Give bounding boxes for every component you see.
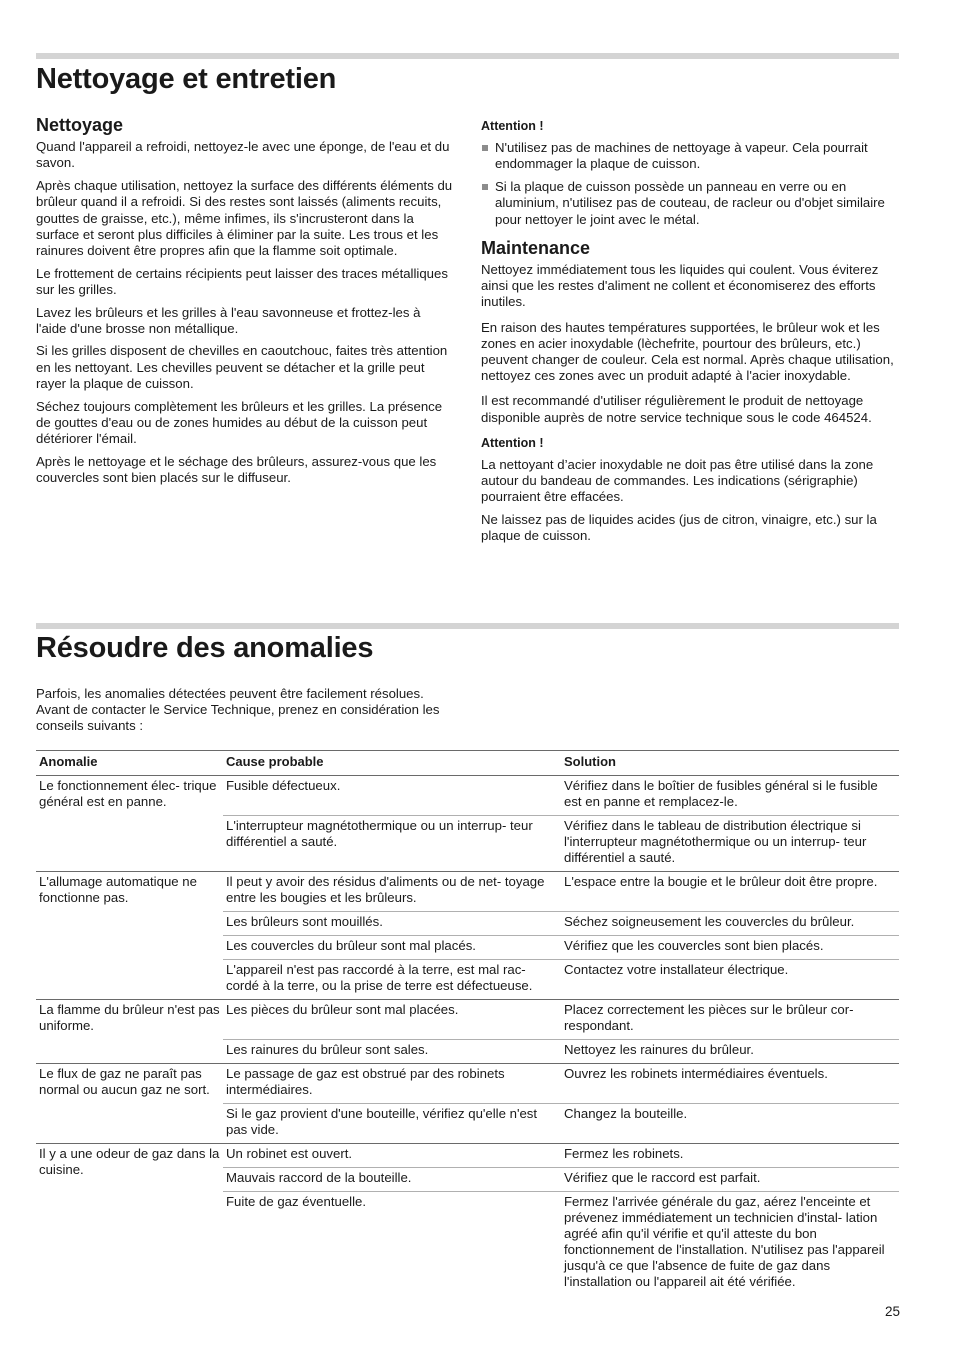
- cause-cell: L'appareil n'est pas raccordé à la terre, est mal rac- cordé à la terre, ou la prise de terre est défectueuse.: [223, 960, 561, 1000]
- solution-cell: Fermez les robinets.: [561, 1144, 899, 1168]
- page-number: 25: [884, 1304, 900, 1319]
- list-item: Si la plaque de cuisson possède un panneau en verre ou en aluminium, n'utilisez pas de couteau, de racleur ou d'objet similaire pour nettoyer le joint avec le métal.: [481, 179, 899, 228]
- cause-cell: Un robinet est ouvert.: [223, 1144, 561, 1168]
- paragraph: Après chaque utilisation, nettoyez la surface des différents éléments du brûleur quand il a refroidi. Si des restes sont laissés (aliments recuits, gouttes de graisse, etc.), même infimes, ils s'incrusteront dans la surface et seront plus difficiles à éliminer par la suite. Les trous et les rainures doivent être propres afin que la flamme soit optimale.: [36, 178, 453, 258]
- solution-cell: Vérifiez que le raccord est parfait.: [561, 1168, 899, 1192]
- paragraph: Lavez les brûleurs et les grilles à l'eau savonneuse et frottez-les à l'aide d'une brosse non métallique.: [36, 304, 421, 336]
- paragraph: Ne laissez pas de liquides acides (jus de citron, vinaigre, etc.) sur la plaque de cuisson.: [481, 512, 877, 544]
- solution-cell: Ouvrez les robinets intermédiaires éventuels.: [561, 1064, 899, 1104]
- solution-cell: Séchez soigneusement les couvercles du brûleur.: [561, 912, 899, 936]
- table-row: [36, 776, 899, 816]
- section-rule-troubleshooting: [36, 623, 899, 629]
- column-header: Solution: [561, 751, 899, 776]
- intro-text: [36, 686, 454, 741]
- attention-label: Attention !: [481, 435, 544, 450]
- cause-cell: Fuite de gaz éventuelle.: [223, 1192, 561, 1296]
- paragraph: Si les grilles disposent de chevilles en caoutchouc, faites très attention en les nettoyant. Les chevilles peuvent se détacher et la grille peut rayer la plaque de cuisson.: [36, 343, 448, 391]
- solution-cell: Changez la bouteille.: [561, 1104, 899, 1144]
- paragraph: Nettoyez immédiatement tous les liquides qui coulent. Vous éviterez ainsi que les restes d'aliment ne collent et économiserez des efforts inutiles.: [481, 261, 879, 310]
- cause-cell: L'interrupteur magnétothermique ou un interrup- teur différentiel a sauté.: [223, 816, 561, 872]
- troubleshooting-table: [36, 750, 899, 1295]
- paragraph: Le frottement de certains récipients peut laisser des traces métalliques sur les grilles.: [36, 265, 448, 297]
- attention-label: Attention !: [481, 119, 544, 133]
- solution-cell: L'espace entre la bougie et le brûleur doit être propre.: [561, 872, 899, 912]
- solution-cell: Contactez votre installateur électrique.: [561, 960, 899, 1000]
- cause-cell: Mauvais raccord de la bouteille.: [223, 1168, 561, 1192]
- table-header-row: [36, 751, 899, 776]
- paragraph: Séchez toujours complètement les brûleurs et les grilles. La présence de gouttes d'eau ou de zones humides au début de la cuisson peut détériorer l'émail.: [36, 398, 443, 446]
- section-title-cleaning: Nettoyage et entretien: [36, 63, 337, 95]
- paragraph: En raison des hautes températures supportées, le brûleur wok et les zones en acier inoxydable (lèchefrite, pourtour des brûleurs, etc.) peuvent changer de couleur. Cela est normal. Après chaque utilisation, nettoyez ces zones avec un produit adapté à l'acier inoxydable.: [481, 319, 894, 384]
- cause-cell: Les brûleurs sont mouillés.: [223, 912, 561, 936]
- column-left: [36, 117, 454, 493]
- solution-cell: Vérifiez que les couvercles sont bien placés.: [561, 936, 899, 960]
- solution-cell: Placez correctement les pièces sur le brûleur cor- respondant.: [561, 1000, 899, 1040]
- column-header: Anomalie: [36, 751, 223, 776]
- heading-nettoyage: Nettoyage: [36, 115, 124, 135]
- paragraph: Il est recommandé d'utiliser régulièrement le produit de nettoyage disponible auprès de notre service technique sous le code 464524.: [481, 393, 872, 425]
- section-rule-top: [36, 53, 899, 59]
- solution-cell: Fermez l'arrivée générale du gaz, aérez l'enceinte et prévenez immédiatement un technicien d'instal- lation agréé afin qu'il vérifie et qu'il atteste du bon fonctionnement de l'installation. N'utilisez pas l'appareil jusqu'à ce que l'absence de fuite de gaz dans l'installation ou l'appareil ait été vérifiée.: [561, 1192, 899, 1296]
- anomaly-cell: La flamme du brûleur n'est pas uniforme.: [36, 1000, 223, 1064]
- paragraph: Après le nettoyage et le séchage des brûleurs, assurez-vous que les couvercles sont bien placés sur le diffuseur.: [36, 453, 437, 485]
- paragraph: La nettoyant d’acier inoxydable ne doit pas être utilisé dans la zone autour du bandeau de commandes. Les indications (sérigraphie) pourraient être effacées.: [481, 456, 874, 505]
- table-row: [36, 872, 899, 912]
- attention-list: [481, 140, 899, 228]
- heading-maintenance: Maintenance: [481, 237, 591, 258]
- list-item: N'utilisez pas de machines de nettoyage à vapeur. Cela pourrait endommager la plaque de cuisson.: [481, 140, 899, 172]
- cause-cell: Fusible défectueux.: [223, 776, 561, 816]
- cause-cell: Les couvercles du brûleur sont mal placés.: [223, 936, 561, 960]
- cause-cell: Les rainures du brûleur sont sales.: [223, 1040, 561, 1064]
- column-header: Cause probable: [223, 751, 561, 776]
- anomaly-cell: Il y a une odeur de gaz dans la cuisine.: [36, 1144, 223, 1296]
- section-title-troubleshooting: Résoudre des anomalies: [36, 632, 374, 664]
- table-row: [36, 1064, 899, 1104]
- anomaly-cell: L'allumage automatique ne fonctionne pas.: [36, 872, 223, 1000]
- anomaly-cell: Le fonctionnement élec- trique général est en panne.: [36, 776, 223, 872]
- table-row: [36, 1000, 899, 1040]
- column-right: [481, 118, 899, 551]
- paragraph: Quand l'appareil a refroidi, nettoyez-le avec une éponge, de l'eau et du savon.: [36, 139, 450, 171]
- solution-cell: Vérifiez dans le boîtier de fusibles général si le fusible est en panne et remplacez-le.: [561, 776, 899, 816]
- cause-cell: Il peut y avoir des résidus d'aliments ou de net- toyage entre les bougies et les brûleurs.: [223, 872, 561, 912]
- table-row: [36, 1144, 899, 1168]
- solution-cell: Nettoyez les rainures du brûleur.: [561, 1040, 899, 1064]
- anomaly-cell: Le flux de gaz ne paraît pas normal ou aucun gaz ne sort.: [36, 1064, 223, 1144]
- cause-cell: Si le gaz provient d'une bouteille, vérifiez qu'elle n'est pas vide.: [223, 1104, 561, 1144]
- cause-cell: Les pièces du brûleur sont mal placées.: [223, 1000, 561, 1040]
- cause-cell: Le passage de gaz est obstrué par des robinets intermédiaires.: [223, 1064, 561, 1104]
- paragraph: Parfois, les anomalies détectées peuvent être facilement résolues. Avant de contacter le Service Technique, prenez en considération les conseils suivants :: [36, 686, 440, 734]
- solution-cell: Vérifiez dans le tableau de distribution électrique si l'interrupteur magnétothermique ou un interrup- teur différentiel a sauté.: [561, 816, 899, 872]
